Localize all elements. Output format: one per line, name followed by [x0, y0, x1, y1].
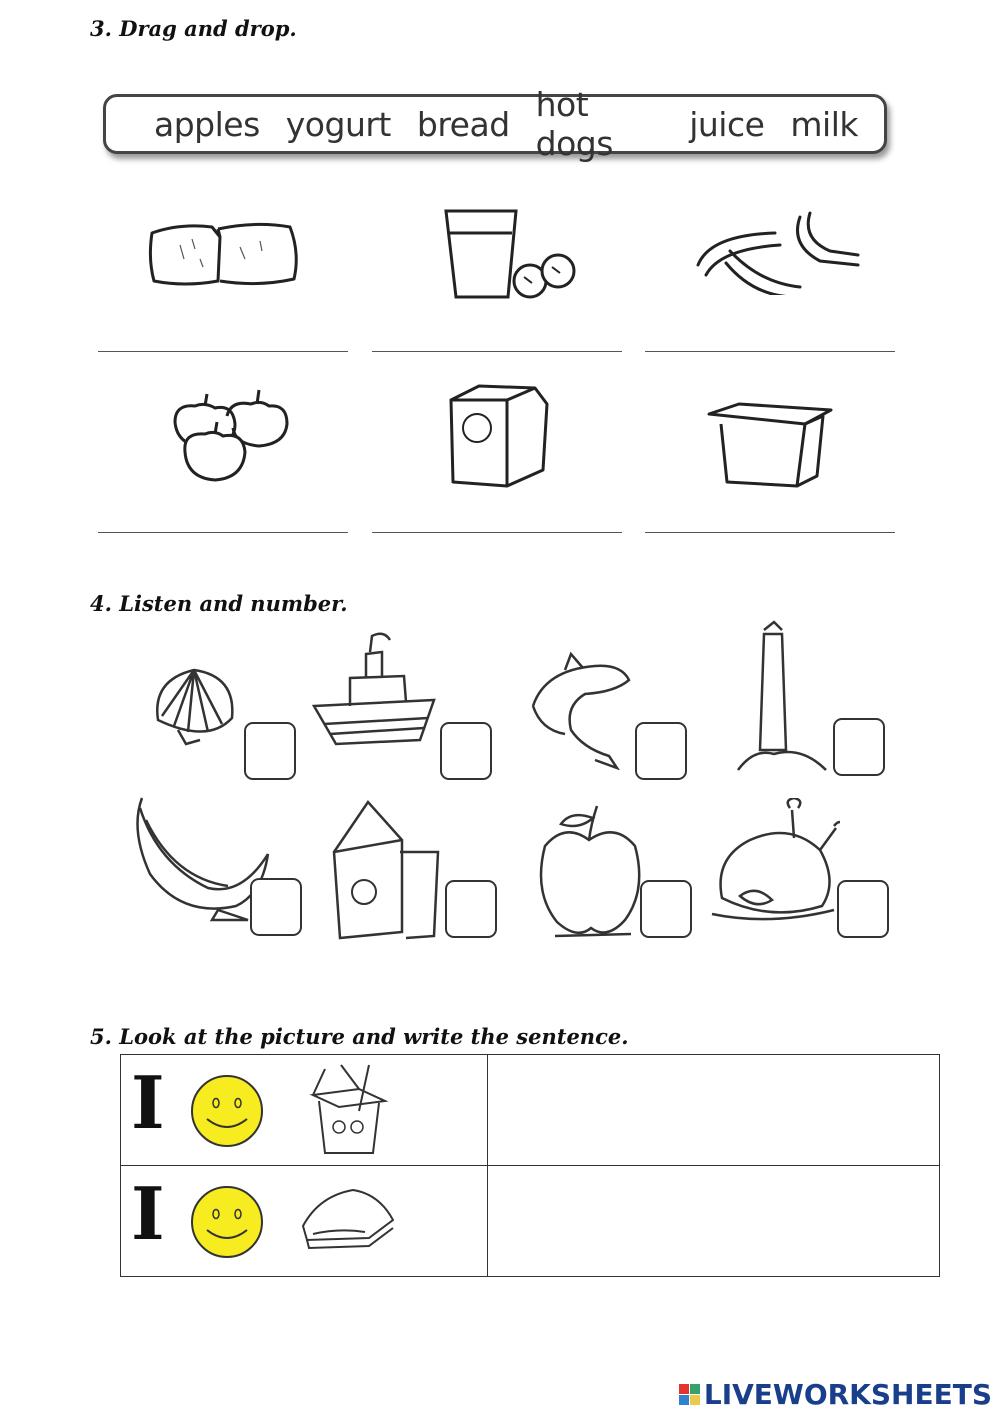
section-3-heading: 3. Drag and drop. — [90, 16, 297, 41]
hot-dogs-picture — [690, 205, 865, 295]
logo-icon — [678, 1382, 702, 1408]
answer-line-6[interactable] — [645, 532, 895, 533]
word-bank — [103, 85, 887, 163]
answer-line-2[interactable] — [372, 351, 622, 352]
pronoun-i: I — [131, 1171, 165, 1256]
shell-picture — [148, 660, 243, 750]
word-yogurt[interactable]: yogurt — [285, 104, 391, 144]
pronoun-i: I — [131, 1060, 165, 1145]
number-box-8[interactable] — [837, 880, 889, 938]
milk-carton-picture — [445, 380, 550, 490]
roast-chicken-picture — [710, 798, 840, 928]
word-milk[interactable]: milk — [790, 104, 858, 144]
shark-picture — [525, 650, 635, 770]
picture-cell — [121, 1166, 488, 1277]
yogurt-cup-icon — [299, 1061, 394, 1159]
number-box-3[interactable] — [635, 722, 687, 780]
lighthouse-picture — [730, 620, 830, 780]
smiley-icon — [189, 1073, 265, 1149]
sentence-table — [120, 1054, 940, 1277]
number-box-6[interactable] — [445, 880, 497, 938]
answer-line-5[interactable] — [372, 532, 622, 533]
sentence-row — [121, 1055, 940, 1166]
number-box-7[interactable] — [640, 880, 692, 938]
section-5-heading: 5. Look at the picture and write the sentence. — [90, 1024, 629, 1049]
word-juice[interactable]: juice — [689, 104, 765, 144]
yogurt-picture — [705, 400, 835, 490]
number-box-5[interactable] — [250, 878, 302, 936]
section-4-heading: 4. Listen and number. — [90, 591, 348, 616]
apple-picture — [535, 800, 645, 942]
number-box-4[interactable] — [833, 718, 885, 776]
sentence-row — [121, 1166, 940, 1277]
boat-picture — [310, 628, 440, 753]
juice-picture — [440, 203, 590, 303]
number-box-1[interactable] — [244, 722, 296, 780]
logo-text: LIVEWORKSHEETS — [703, 1378, 992, 1411]
sandwich-icon — [299, 1186, 399, 1256]
number-box-2[interactable] — [440, 722, 492, 780]
sentence-answer-cell-1[interactable] — [488, 1055, 940, 1166]
word-bread[interactable]: bread — [416, 104, 510, 144]
answer-line-1[interactable] — [98, 351, 348, 352]
word-apples[interactable]: apples — [154, 104, 260, 144]
picture-cell — [121, 1055, 488, 1166]
answer-line-4[interactable] — [98, 532, 348, 533]
liveworksheets-logo — [678, 1378, 992, 1411]
milk-glass-picture — [330, 792, 445, 942]
word-hot-dogs[interactable]: hot dogs — [535, 85, 613, 163]
smiley-icon — [189, 1184, 265, 1260]
bread-picture — [140, 215, 310, 295]
apples-picture — [165, 382, 295, 487]
sentence-answer-cell-2[interactable] — [488, 1166, 940, 1277]
answer-line-3[interactable] — [645, 351, 895, 352]
